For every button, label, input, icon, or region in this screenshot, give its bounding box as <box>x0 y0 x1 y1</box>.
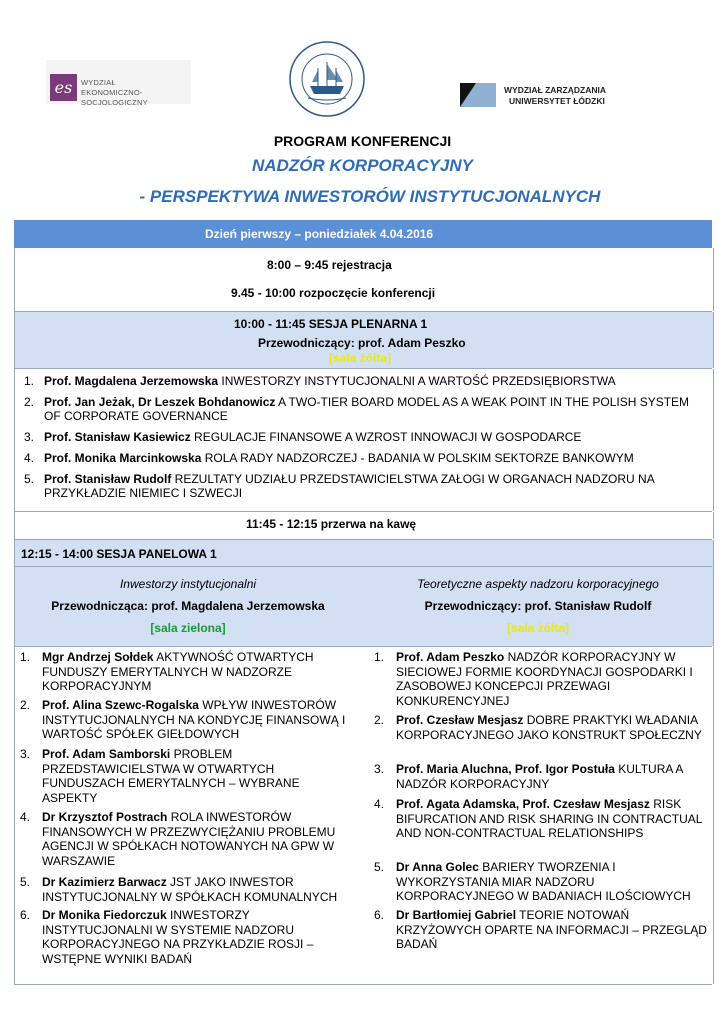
conference-title: NADZÓR KORPORACYJNY <box>251 156 474 175</box>
list-item: 1. Mgr Andrzej Sołdek AKTYWNOŚĆ OTWARTYCH FUNDUSZY EMERYTALNYCH W NADZORZE KORPORACYJNYM <box>20 650 314 693</box>
faculty-economic-sociological-logo <box>46 60 191 107</box>
list-item: 6. Dr Bartłomiej Gabriel TEORIE NOTOWAŃ KRZYŻOWYCH OPARTE NA INFORMACJI – PRZEGLĄD BADAŃ <box>374 908 707 951</box>
talk-title: DOBRE PRAKTYKI WŁADANIA KORPORACYJNEGO JAKO KONSTRUKT SPOŁECZNY <box>396 713 702 742</box>
list-item: 4. Dr Krzysztof Postrach ROLA INWESTORÓW FINANSOWYCH W PRZEZWYCIĘŻANIU PROBLEMU AGENCJI W SPÓŁKACH NOTOWANYCH NA GPW W WARSZAWIE <box>20 810 336 868</box>
talk-title: NADZÓR KORPORACYJNY W SIECIOWEJ FORMIE KOORDYNACJI GOSPODARKI I ZASOBOWEJ KONCEPCJI PRZEWAGI KONKURENCYJNEJ <box>396 650 693 708</box>
day-label: Dzień pierwszy – poniedziałek 4.04.2016 <box>205 227 434 241</box>
list-item: 1. Prof. Adam Peszko NADZÓR KORPORACYJNY W SIECIOWEJ FORMIE KOORDYNACJI GOSPODARKI I ZASOBOWEJ KONCEPCJI PRZEWAGI KONKURENCYJNEJ <box>374 650 693 708</box>
panel-right-topic: Teoretyczne aspekty nadzoru korporacyjnego <box>417 577 659 591</box>
talk-author: Dr Kazimierz Barwacz <box>42 875 167 889</box>
list-item: 2. Prof. Czesław Mesjasz DOBRE PRAKTYKI WŁADANIA KORPORACYJNEGO JAKO KONSTRUKT SPOŁECZNY <box>374 713 702 742</box>
talk-author: Dr Krzysztof Postrach <box>42 810 168 824</box>
talk-title: KULTURA A NADZÓR KORPORACYJNY <box>396 762 683 791</box>
talk-author: Dr Bartłomiej Gabriel <box>396 908 517 922</box>
management-logo-mark-icon <box>460 83 496 107</box>
talk-author: Dr Monika Fiedorczuk <box>42 908 167 922</box>
list-item: 2. Prof. Jan Jeżak, Dr Leszek Bohdanowicz A TWO-TIER BOARD MODEL AS A WEAK POINT IN THE POLISH SYSTEM OF CORPORATE GOVERNANCE <box>24 395 690 423</box>
coffee-break-text: 11:45 - 12:15 przerwa na kawę <box>246 517 417 531</box>
talk-author: Prof. Monika Marcinkowska <box>44 451 202 465</box>
panel-left-topic: Inwestorzy instytucjonalni <box>119 577 257 591</box>
talk-author: Prof. Stanisław Kasiewicz <box>44 430 191 444</box>
left-logo-line2: EKONOMICZNO-SOCJOLOGICZNY <box>81 88 148 107</box>
talk-title: AKTYWNOŚĆ OTWARTYCH FUNDUSZY EMERYTALNYCH W NADZORZE KORPORACYJNYM <box>42 650 314 693</box>
list-item: 2. Prof. Alina Szewc-Rogalska WPŁYW INWESTORÓW INSTYTUCJONALNYCH NA KONDYCJĘ FINANSOWĄ I WARTOŚĆ SPÓŁEK GIEŁDOWYCH <box>20 698 346 741</box>
talk-title: RISK BIFURCATION AND RISK SHARING IN CONTRACTUAL AND NON-CONTRACTUAL RELATIONSHIPS <box>396 797 703 840</box>
list-item: 1. Prof. Magdalena Jerzemowska INWESTORZY INSTYTUCJONALNI A WARTOŚĆ PRZEDSIĘBIORSTWA <box>24 374 616 388</box>
talk-title: WPŁYW INWESTORÓW INSTYTUCJONALNYCH NA KONDYCJĘ FINANSOWĄ I WARTOŚĆ SPÓŁEK GIEŁDOWYCH <box>42 698 346 741</box>
list-item: 4. Prof. Monika Marcinkowska ROLA RADY NADZORCZEJ - BADANIA W POLSKIM SEKTORZE BANKOWYM <box>24 451 634 465</box>
talk-author: Prof. Jan Jeżak, Dr Leszek Bohdanowicz <box>44 395 276 409</box>
talk-title: ROLA RADY NADZORCZEJ - BADANIA W POLSKIM SEKTORZE BANKOWYM <box>201 451 634 465</box>
list-item: 5. Dr Kazimierz Barwacz JST JAKO INWESTOR INSTYTUCJONALNY W SPÓŁKACH KOMUNALNYCH <box>20 875 338 904</box>
panel-right-chair: Przewodniczący: prof. Stanisław Rudolf <box>424 599 652 613</box>
talk-author: Prof. Alina Szewc-Rogalska <box>42 698 199 712</box>
talk-author: Prof. Agata Adamska, Prof. Czesław Mesjasz <box>396 797 650 811</box>
conference-subtitle: - PERSPEKTYWA INWESTORÓW INSTYTUCJONALNYCH <box>139 187 601 206</box>
talk-author: Prof. Maria Aluchna, Prof. Igor Postuła <box>396 762 615 776</box>
talk-title: INWESTORZY INSTYTUCJONALNI W SYSTEMIE NADZORU KORPORACYJNEGO NA PRZYKŁADZIE ROSJI – WSTĘPNE WYNIKI BADAŃ <box>42 908 314 966</box>
panel-left-chair: Przewodnicząca: prof. Magdalena Jerzemowska <box>51 599 325 613</box>
program-heading: PROGRAM KONFERENCJI <box>273 133 452 149</box>
talk-author: Mgr Andrzej Sołdek <box>42 650 154 664</box>
talk-author: Prof. Stanisław Rudolf <box>44 472 172 486</box>
talk-author: Prof. Adam Samborski <box>42 747 171 761</box>
talk-author: Dr Anna Golec <box>396 860 479 874</box>
talk-title: ROLA INWESTORÓW FINANSOWYCH W PRZEZWYCIĘŻANIU PROBLEMU AGENCJI W SPÓŁKACH NOTOWANYCH NA GPW W WARSZAWIE <box>42 810 336 868</box>
talk-title: PROBLEM PRZEDSTAWICIELSTWA W OTWARTYCH FUNDUSZACH EMERYTALNYCH – WYBRANE ASPEKTY <box>42 747 300 805</box>
panel-right-room: [sala żółta] <box>506 621 569 635</box>
talk-title: REGULACJE FINANSOWE A WZROST INNOWACJI W GOSPODARCE <box>190 430 582 444</box>
es-logo-mark: es <box>50 74 77 101</box>
plenary-room: [sala żółta] <box>329 351 392 365</box>
registration-text: 8:00 – 9:45 rejestracja <box>267 258 392 272</box>
list-item: 5. Prof. Stanisław Rudolf REZULTATY UDZIAŁU PRZEDSTAWICIELSTWA ZAŁOGI W ORGANACH NADZORU NA PRZYKŁADZIE NIEMIEC I SZWECJI <box>24 472 655 500</box>
sgh-seal-logo <box>288 40 366 118</box>
panel-left-room: [sala zielona] <box>150 621 226 635</box>
opening-text: 9.45 - 10:00 rozpoczęcie konferencji <box>231 286 436 300</box>
talk-title: BARIERY TWORZENIA I WYKORZYSTANIA MIAR NADZORU KORPORACYJNEGO W BADANIACH ILOŚCIOWYCH <box>396 860 691 903</box>
talk-title: INWESTORZY INSTYTUCJONALNI A WARTOŚĆ PRZEDSIĘBIORSTWA <box>218 374 616 388</box>
list-item: 3. Prof. Adam Samborski PROBLEM PRZEDSTAWICIELSTWA W OTWARTYCH FUNDUSZACH EMERYTALNYCH – WYBRANE ASPEKTY <box>20 747 300 805</box>
talk-author: Prof. Adam Peszko <box>396 650 505 664</box>
plenary-talk-list <box>15 374 705 500</box>
talk-title: TEORIE NOTOWAŃ KRZYŻOWYCH OPARTE NA INFORMACJI – PRZEGLĄD BADAŃ <box>396 908 707 951</box>
talk-title: REZULTATY UDZIAŁU PRZEDSTAWICIELSTWA ZAŁOGI W ORGANACH NADZORU NA PRZYKŁADZIE NIEMIEC I SZWECJI <box>44 472 655 500</box>
right-logo-line2: UNIWERSYTET ŁÓDZKI <box>509 96 605 106</box>
list-item: 5. Dr Anna Golec BARIERY TWORZENIA I WYKORZYSTANIA MIAR NADZORU KORPORACYJNEGO W BADANIACH ILOŚCIOWYCH <box>374 860 691 903</box>
talk-author: Prof. Czesław Mesjasz <box>396 713 524 727</box>
list-item: 3. Prof. Stanisław Kasiewicz REGULACJE FINANSOWE A WZROST INNOWACJI W GOSPODARCE <box>24 430 582 444</box>
left-logo-line1: WYDZIAŁ <box>81 78 116 87</box>
talk-title: JST JAKO INWESTOR INSTYTUCJONALNY W SPÓŁKACH KOMUNALNYCH <box>42 875 338 904</box>
plenary-chair: Przewodniczący: prof. Adam Peszko <box>258 336 466 350</box>
faculty-management-logo <box>460 83 620 109</box>
talk-title: A TWO-TIER BOARD MODEL AS A WEAK POINT IN THE POLISH SYSTEM OF CORPORATE GOVERNANCE <box>44 395 690 423</box>
right-logo-line1: WYDZIAŁ ZARZĄDZANIA <box>504 85 606 95</box>
day-header-bar <box>14 220 712 248</box>
divider <box>14 984 712 985</box>
divider <box>14 566 712 567</box>
plenary-title: 10:00 - 11:45 SESJA PLENARNA 1 <box>234 317 428 331</box>
list-item: 6. Dr Monika Fiedorczuk INWESTORZY INSTYTUCJONALNI W SYSTEMIE NADZORU KORPORACYJNEGO NA PRZYKŁADZIE ROSJI – WSTĘPNE WYNIKI BADAŃ <box>20 908 314 966</box>
list-item: 3. Prof. Maria Aluchna, Prof. Igor Postuła KULTURA A NADZÓR KORPORACYJNY <box>374 762 683 791</box>
talk-author: Prof. Magdalena Jerzemowska <box>44 374 219 388</box>
panel-title: 12:15 - 14:00 SESJA PANELOWA 1 <box>21 547 217 561</box>
list-item: 4. Prof. Agata Adamska, Prof. Czesław Mesjasz RISK BIFURCATION AND RISK SHARING IN CONTRACTUAL AND NON-CONTRACTUAL RELATIONSHIPS <box>374 797 703 840</box>
